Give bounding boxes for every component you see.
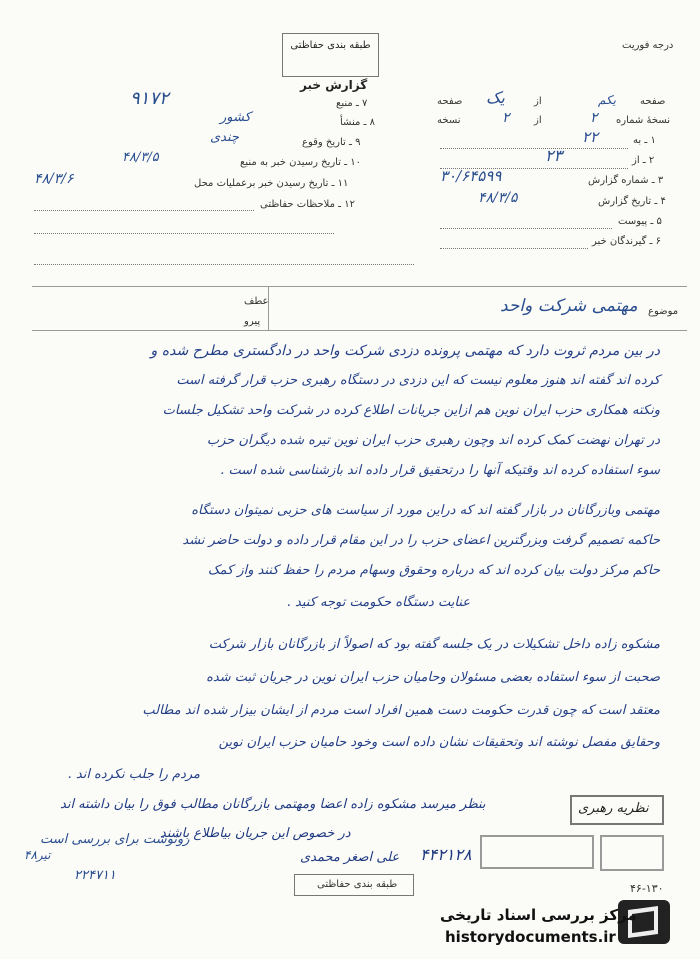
classification-top: طبقه بندی حفاظتی — [290, 40, 371, 51]
brand-name: مرکز بررسی اسناد تاریخی — [440, 906, 637, 924]
field-local-date-value: ۴۸/۳/۶ — [34, 171, 74, 187]
brand-url[interactable]: historydocuments.ir — [445, 928, 616, 946]
field-of-label: از — [534, 96, 542, 107]
field-report-no-value: ۳۰/۶۴۵۹۹ — [440, 167, 502, 185]
field-source-date-value: ۴۸/۳/۵ — [122, 150, 159, 165]
priority-label: درجه فوریت — [622, 40, 674, 51]
field-copy-label: نسخهٔ شماره — [616, 115, 670, 126]
right-note: تیر۴۸ — [24, 848, 51, 862]
field-copy-of-value: ۲ — [502, 110, 510, 126]
field-from-label: ۲ ـ از — [632, 155, 655, 166]
subject-label: موضوع — [648, 306, 679, 317]
date-stamp — [480, 835, 594, 869]
field-page-label-2: صفحه — [437, 96, 463, 107]
body-line: کرده اند گفته اند هنوز معلوم نیست که این دزدی در دستگاه رهبری حزب قرار گرفته است — [176, 373, 660, 388]
field-copy-value: ۲ — [590, 110, 598, 126]
report-title: گزارش خبر — [300, 78, 368, 92]
body-line: سوء استفاده کرده اند وقتیکه آنها را درتحقیق قرار داده اند بازشناسی شده است . — [220, 463, 660, 478]
field-report-date-value: ۴۸/۳/۵ — [478, 190, 518, 206]
field-security-notes-label: ۱۲ ـ ملاحظات حفاظتی — [260, 199, 355, 210]
field-attachment-label: ۵ ـ پیوست — [618, 216, 662, 227]
pirow-label: پیرو — [244, 316, 261, 327]
divider — [32, 330, 687, 331]
comment-number: ۴۴۲۱۲۸ — [420, 845, 472, 864]
signature-name: علی اصغر محمدی — [300, 850, 400, 865]
body-line: ونکته همکاری حزب ایران نوین هم ازاین جریانات اطلاع کرده در شرکت واحد تشکیل جلسات — [162, 403, 660, 418]
body-line: در بین مردم ثروت دارد که مهتمی پرونده دزدی شرکت واحد در دادگستری مطرح شده و — [150, 343, 660, 359]
field-to-label: ۱ ـ به — [633, 135, 656, 146]
divider — [32, 286, 687, 287]
body-line: مردم را جلب نکرده اند . — [67, 767, 200, 782]
body-line: وحقایق مفصل نوشته اند وتحقیقات نشان داده است وخود حامیان حزب ایران نوین — [218, 735, 660, 750]
classification-box-bottom — [294, 874, 414, 896]
body-line: صحبت از سوء استفاده بعضی مسئولان وحامیان حزب ایران نوین در جریان ثبت شده — [206, 670, 660, 685]
field-source-value: ۹۱۷۲ — [130, 88, 169, 109]
classification-bottom: طبقه بندی حفاظتی — [317, 879, 398, 890]
field-occurrence-value: چندی — [210, 130, 239, 145]
classification-box-top — [282, 33, 379, 77]
dotline — [440, 148, 628, 149]
atf-label: عطف — [244, 296, 269, 307]
left-number: ۲۲۴۷۱۱ — [74, 868, 116, 883]
field-page-label: صفحه — [640, 96, 666, 107]
body-line: عنایت دستگاه حکومت توجه کنید . — [286, 595, 470, 610]
field-copy-of-label: از — [534, 115, 542, 126]
field-copy-unit-label: نسخه — [437, 115, 461, 126]
body-line: مشکوه زاده داخل تشکیلات در یک جلسه گفته بود که اصولاً از بازرگانان بازار شرکت — [208, 637, 660, 652]
comment-line-2: در خصوص این جریان بیاطلاع باشند — [160, 826, 351, 841]
subject-value: مهتمی شرکت واحد — [500, 296, 638, 316]
field-from-value: ۲۳ — [545, 146, 563, 165]
field-report-no-label: ۳ ـ شماره گزارش — [588, 175, 664, 186]
field-local-date-label: ۱۱ ـ تاریخ رسیدن خبر برعملیات محل — [194, 178, 349, 189]
field-page-value: یکم — [598, 93, 616, 107]
dotline — [34, 264, 414, 265]
field-source-date-label: ۱۰ ـ تاریخ رسیدن خبر به منبع — [240, 157, 362, 168]
field-report-date-label: ۴ ـ تاریخ گزارش — [598, 196, 666, 207]
dotline — [440, 248, 588, 249]
body-line: معتقد است که چون قدرت حکومت دست همین افراد است مردم از ایشان بیزار شده اند مطالب — [142, 703, 660, 718]
field-origin-value: کشور — [220, 110, 251, 125]
comment-line-1: بنظر میرسد مشکوه زاده اعضا ومهتمی بازرگانان مطالب فوق را بیان داشته اند — [60, 797, 486, 812]
field-source-label: ۷ ـ منبع — [336, 98, 368, 109]
body-line: حاکمه تصمیم گرفت وبزرگترین اعضای حزب را در این مقام قرار داده و دولت حاضر نشد — [182, 533, 660, 548]
form-code: ۴۶-۱۳۰ — [630, 882, 664, 895]
body-line: مهتمی وبازرگانان در بازار گفته اند که دراین مورد از سیاست های حزبی نمیتوان دستگاه — [191, 503, 660, 518]
field-of-value: یک — [486, 88, 505, 107]
dotline — [440, 228, 612, 229]
comment-stamp — [570, 795, 664, 825]
left-note: رونوشت برای بررسی است — [40, 832, 190, 847]
divider — [268, 286, 269, 330]
field-to-value: ۲۲ — [582, 128, 599, 146]
comment-stamp-text: نظریه رهبری — [578, 801, 649, 816]
field-recipients-label: ۶ ـ گیرندگان خبر — [592, 236, 662, 247]
field-occurrence-label: ۹ ـ تاریخ وقوع — [302, 137, 361, 148]
dotline — [34, 210, 254, 211]
body-line: در تهران نهضت کمک کرده اند وچون رهبری حزب ایران نوین تیره شده دیگران حزب — [206, 433, 660, 448]
field-origin-label: ۸ ـ منشأ — [340, 117, 376, 128]
dotline — [34, 233, 334, 234]
body-line: حاکم مرکز دولت بیان کرده اند که درباره وحقوق وسهام مردم را حفظ کنند واز کمک — [207, 563, 660, 578]
signature-stamp — [600, 835, 664, 871]
